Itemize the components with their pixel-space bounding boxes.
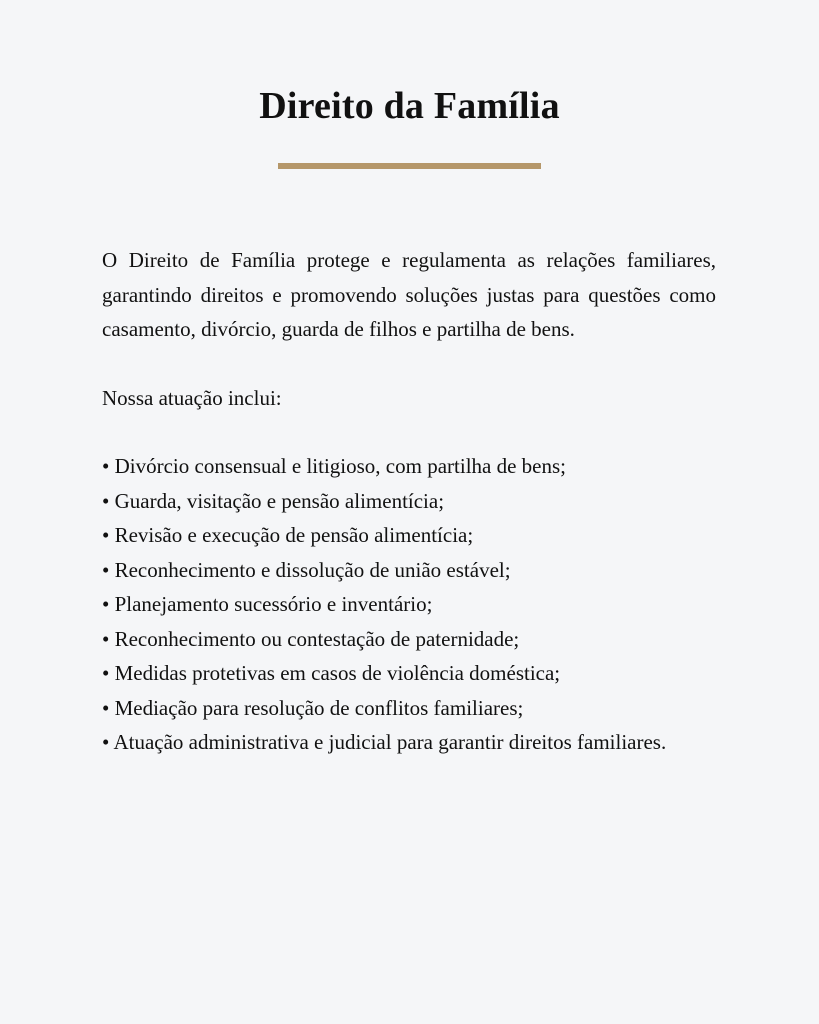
list-item: • Atuação administrativa e judicial para garantir direitos familiares. [102, 730, 667, 754]
list-item: • Revisão e execução de pensão alimentícia; [102, 523, 474, 547]
services-lead: Nossa atuação inclui: [102, 385, 282, 410]
list-item: • Planejamento sucessório e inventário; [102, 592, 433, 616]
list-item: • Reconhecimento ou contestação de paternidade; [102, 626, 520, 651]
list-item: • Divórcio consensual e litigioso, com partilha de bens; [102, 454, 566, 478]
list-item: • Medidas protetivas em casos de violência doméstica; [102, 661, 561, 685]
list-item: • Guarda, visitação e pensão alimentícia; [102, 488, 445, 513]
services-list [102, 449, 716, 760]
list-item: • Mediação para resolução de conflitos familiares; [102, 695, 524, 720]
intro-paragraph: O Direito de Família protege e regulamenta as relações familiares, garantindo direitos e promovendo soluções justas para questões como casamento, divórcio, guarda de filhos e partilha de bens. [102, 248, 716, 341]
main-content [102, 243, 716, 760]
list-item: • Reconhecimento e dissolução de união estável; [102, 557, 511, 582]
title-divider [278, 163, 541, 169]
page-title: Direito da Família [259, 85, 560, 127]
